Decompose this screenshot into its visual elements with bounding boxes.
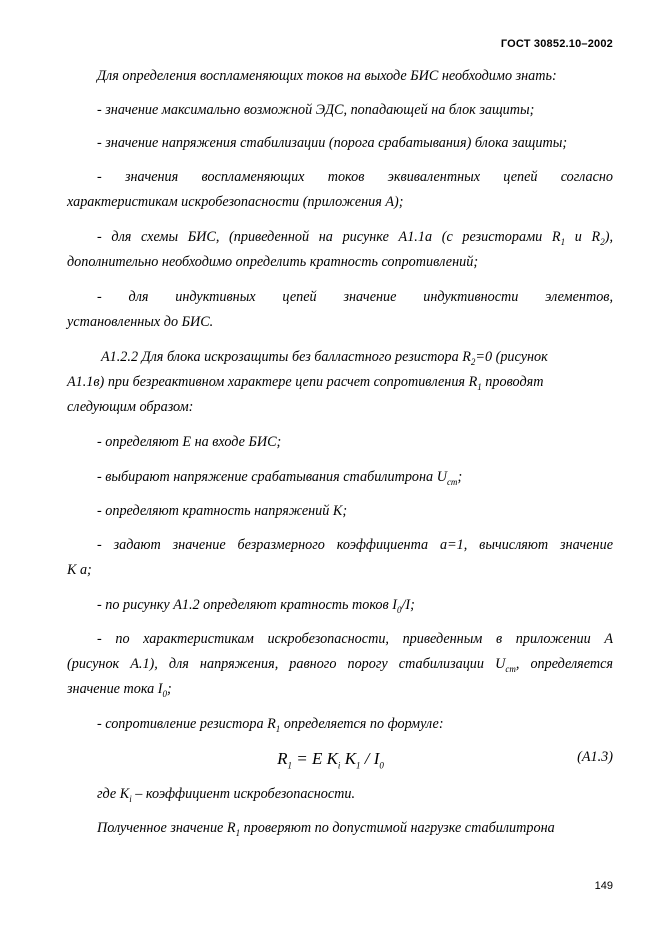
paragraph-line: следующим образом: (67, 399, 194, 415)
formula-a1-3: $R_1 = E$ $K_i$ $K_1 / I_0$ (277, 749, 384, 771)
paragraph-line: - по характеристикам искробезопасности, приведенным в приложении А (97, 631, 613, 647)
paragraph-line: - определяют Е на входе БИС; (97, 434, 282, 450)
paragraph-line: - для индуктивных цепей значение индуктивности элементов, (97, 289, 613, 305)
paragraph-line: - значение максимально возможной ЭДС, попадающей на блок защиты; (97, 102, 535, 118)
paragraph-line: - по рисунку А1.2 определяют кратность токов $I_0/I$; (97, 597, 415, 615)
equation-number: (А1.3) (577, 749, 613, 765)
paragraph-line: А1.1в) при безреактивном характере цепи расчет сопротивления $R_1$ проводят (67, 374, 544, 392)
paragraph-line: - сопротивление резистора $R_1$ определяется по формуле: (97, 716, 444, 734)
paragraph-line: К а; (67, 562, 92, 578)
paragraph-line: где $K_i$ – коэффициент искробезопасности. (97, 786, 356, 804)
paragraph-line: установленных до БИС. (67, 314, 214, 330)
paragraph-line: (рисунок А.1), для напряжения, равного порогу стабилизации $U_{ст}$, определяется (67, 656, 613, 674)
paragraph-line: - для схемы БИС, (приведенной на рисунке А1.1а (с резисторами $R_1$ и $R_2$), (97, 229, 613, 247)
paragraph-line: Для определения воспламеняющих токов на выходе БИС необходимо знать: (97, 68, 557, 84)
paragraph-line: - значение напряжения стабилизации (порога срабатывания) блока защиты; (97, 135, 568, 151)
paragraph-line: Полученное значение $R_1$ проверяют по допустимой нагрузке стабилитрона (97, 820, 555, 838)
paragraph-line: - задают значение безразмерного коэффициента а=1, вычисляют значение (97, 537, 613, 553)
paragraph-line: характеристикам искробезопасности (приложения А); (67, 194, 404, 210)
paragraph-line: - значения воспламеняющих токов эквивалентных цепей согласно (97, 169, 613, 185)
paragraph-line: А1.2.2 Для блока искрозащиты без балластного резистора $R_2=0$ (рисунок (101, 349, 548, 367)
paragraph-line: - выбирают напряжение срабатывания стабилитрона $U_{ст}$; (97, 469, 463, 487)
paragraph-line: значение тока $I_0$; (67, 681, 172, 699)
document-code-header: ГОСТ 30852.10–2002 (500, 38, 613, 50)
paragraph-line: - определяют кратность напряжений К; (97, 503, 348, 519)
paragraph-line: дополнительно необходимо определить кратность сопротивлений; (67, 254, 479, 270)
page-number: 149 (594, 880, 613, 892)
